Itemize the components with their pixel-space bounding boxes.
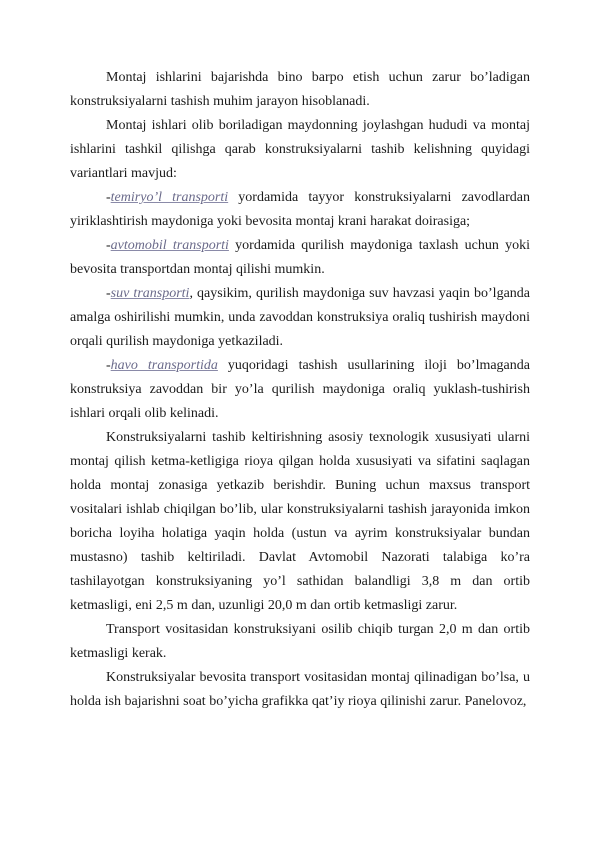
- list-dash: -: [106, 358, 111, 373]
- paragraph-overhang: Transport vositasidan konstruksiyani osilib chiqib turgan 2,0 m dan ortib ketmasligi kerak.: [70, 622, 530, 661]
- paragraph-schedule: Konstruksiyalar bevosita transport vositasidan montaj qilinadigan bo’lsa, u holda ish bajarishni soat bo’yicha grafikka qat’iy rioya qilinishi zarur. Panelovoz,: [70, 670, 530, 709]
- paragraph-auto-transport: [70, 234, 530, 282]
- paragraph-railway-transport: [70, 186, 530, 234]
- list-dash: -: [106, 286, 111, 301]
- paragraph-intro: Montaj ishlarini bajarishda bino barpo etish uchun zarur bo’ladigan konstruksiyalarni tashish muhim jarayon hisoblanadi.: [70, 70, 530, 109]
- list-dash: -: [106, 190, 111, 205]
- paragraph-text: , qaysikim, qurilish maydoniga suv havzasi yaqin bo’lganda amalga oshirilishi mumkin, unda zavoddan konstruksiya oraliq tushirish maydoni orqali qurilish maydoniga yetkaziladi.: [70, 286, 530, 349]
- paragraph-text: yordamida qurilish maydoniga taxlash uchun yoki bevosita transportdan montaj qilishi mumkin.: [70, 238, 530, 277]
- paragraph-text: yuqoridagi tashish usullarining iloji bo’lmaganda konstruksiya zavoddan bir yo’la qurilish maydoniga oraliq yuklash-tushirish ishlari orqali olib kelinadi.: [70, 358, 530, 421]
- railway-transport-link[interactable]: temiryo’l transporti: [110, 190, 229, 205]
- air-transport-link[interactable]: havo transportida: [110, 358, 218, 373]
- water-transport-link[interactable]: suv transporti: [110, 286, 190, 301]
- paragraph-water-transport: [70, 282, 530, 354]
- auto-transport-link[interactable]: avtomobil transporti: [110, 238, 229, 253]
- paragraph-text: yordamida tayyor konstruksiyalarni zavodlardan yiriklashtirish maydoniga yoki bevosita montaj krani harakat doirasiga;: [70, 190, 530, 229]
- paragraph-air-transport: [70, 354, 530, 426]
- list-dash: -: [106, 238, 111, 253]
- paragraph-technology: Konstruksiyalarni tashib keltirishning asosiy texnologik xususiyati ularni montaj qilish ketma-ketligiga rioya qilgan holda xususiyati va sifatini saqlagan holda montaj zonasiga yetkazib berishdir. Buning uchun maxsus transport vositalari ishlab chiqilgan bo’lib, ular konstruksiyalarni tashish jarayonida imkon boricha loyiha holatiga yaqin holda (ustun va ayrim konstruksiyalar bundan mustasno) tashib keltiriladi. Davlat Avtomobil Nazorati talabiga ko’ra tashilayotgan konstruksiyaning yo’l sathidan balandligi 3,8 m dan ortib ketmasligi, eni 2,5 m dan, uzunligi 20,0 m dan ortib ketmasligi zarur.: [70, 430, 530, 613]
- paragraph-variants-intro: Montaj ishlari olib boriladigan maydonning joylashgan hududi va montaj ishlarini tashkil qilishga qarab konstruksiyalarni tashib kelishning quyidagi variantlari mavjud:: [70, 118, 530, 181]
